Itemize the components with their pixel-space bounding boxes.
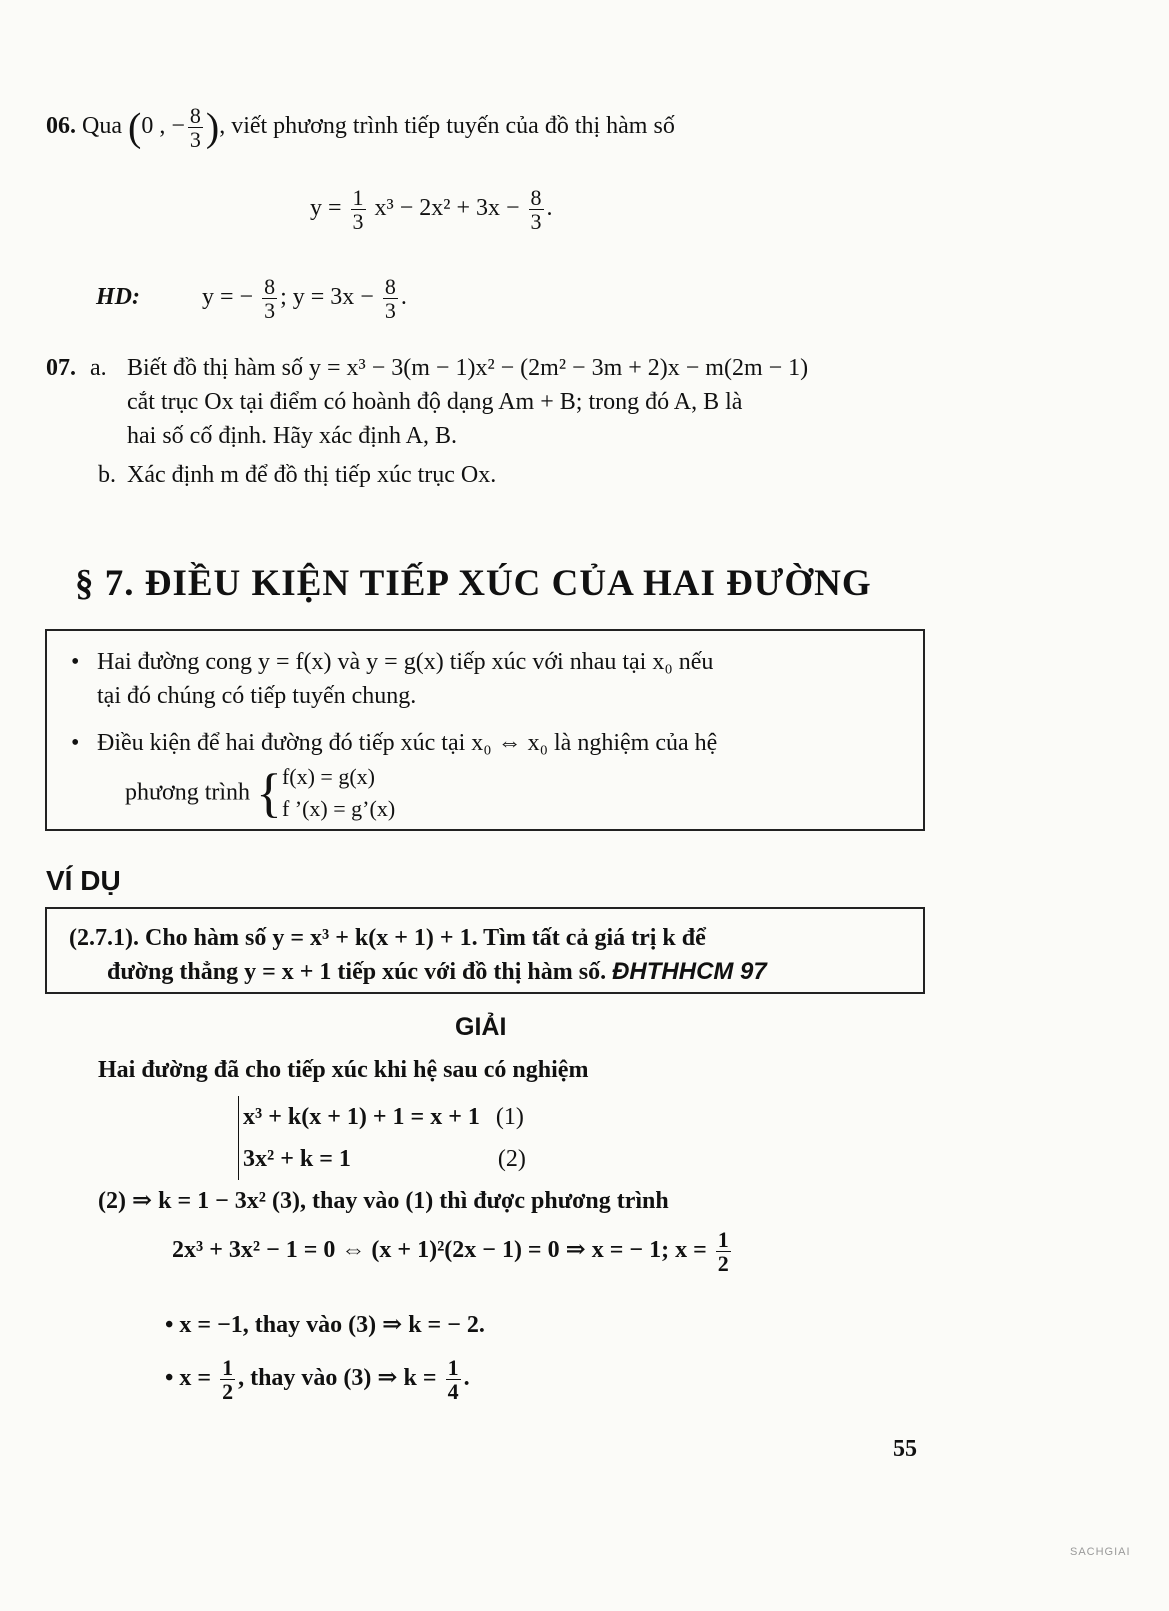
exercise-07-a-label: a. <box>90 355 107 381</box>
hint-label: HD: <box>96 284 140 311</box>
solution-case-1: • x = −1, thay vào (3) ⇒ k = − 2. <box>165 1312 485 1338</box>
solution-step: (2) ⇒ k = 1 − 3x² (3), thay vào (1) thì được phương trình <box>98 1188 669 1214</box>
bullet-dot: • <box>165 1312 174 1338</box>
page-number: 55 <box>893 1436 917 1462</box>
system-equation: phương trình { f(x) = g(x) f ’(x) = g’(x) <box>125 762 396 823</box>
watermark-logo: SACHGIAI <box>1070 1546 1131 1558</box>
solution-heading: GIẢI <box>455 1013 507 1041</box>
exercise-07-number: 07. <box>46 355 76 381</box>
brace: { <box>256 762 282 823</box>
exercise-text: Qua <box>82 113 122 140</box>
hint-line: HD: y = − $\frac{8}{3}$ ; y = 3x − $\frac{8}{3}$ . <box>96 274 407 324</box>
problem-source: ĐHTHHCM 97 <box>612 958 767 985</box>
problem-box <box>45 907 925 994</box>
solution-case-2: • x = $\frac{1}{2}$ , thay vào (3) ⇒ k = $\frac{1}{4}$ . <box>165 1355 470 1405</box>
solution-cubic: 2x³ + 3x² − 1 = 0 ⇔ (x + 1)²(2x − 1) = 0 ⇒ x = − 1; x = $\frac{1}{2}$ <box>172 1227 729 1277</box>
bullet-2: • Điều kiện để hai đường đó tiếp xúc tại x₀ ⇔ x₀ là nghiệm của hệ <box>97 726 907 760</box>
exercise-text: , viết phương trình tiếp tuyến của đồ thị hàm số <box>219 113 675 140</box>
theory-box <box>45 629 925 831</box>
fraction: $\frac{8}{3}$ <box>189 103 201 153</box>
solution-system: x³ + k(x + 1) + 1 = x + 1 (1) 3x² + k = 1 (2) <box>238 1096 526 1180</box>
exercise-number: 06. <box>46 113 76 140</box>
point-coords: 0 , − <box>141 113 185 140</box>
solution-intro: Hai đường đã cho tiếp xúc khi hệ sau có nghiệm <box>98 1057 589 1083</box>
problem-text: (2.7.1). Cho hàm số y = x³ + k(x + 1) + 1. Tìm tất cả giá trị k để đường thẳng y = x + 1 tiếp xúc với đồ thị hàm số. ĐHTHHCM 97 <box>69 925 767 985</box>
paren-open: ( <box>127 104 142 150</box>
bullet-dot: • <box>71 730 80 756</box>
bullet-1: • Hai đường cong y = f(x) và y = g(x) tiếp xúc với nhau tại x₀ nếu tại đó chúng có tiếp tuyến chung. <box>97 645 907 713</box>
example-heading: VÍ DỤ <box>46 865 121 896</box>
section-title: § 7. ĐIỀU KIỆN TIẾP XÚC CỦA HAI ĐƯỜNG <box>75 563 872 604</box>
exercise-07-a-text: Biết đồ thị hàm số y = x³ − 3(m − 1)x² − (2m² − 3m + 2)x − m(2m − 1) cắt trục Ox tại điểm có hoành độ dạng Am + B; trong đó A, B là hai số cố định. Hãy xác định A, B. <box>127 355 809 449</box>
function-formula: y = $\frac{1}{3}$ x³ − 2x² + 3x − $\frac{8}{3}$ . <box>310 185 553 235</box>
bullet-dot: • <box>165 1365 174 1392</box>
exercise-06-line <box>46 104 675 151</box>
paren-close: ) <box>205 104 220 150</box>
exercise-07-b-text: Xác định m để đồ thị tiếp xúc trục Ox. <box>127 462 497 488</box>
exercise-07-b-label: b. <box>98 462 116 488</box>
bullet-dot: • <box>71 649 80 675</box>
